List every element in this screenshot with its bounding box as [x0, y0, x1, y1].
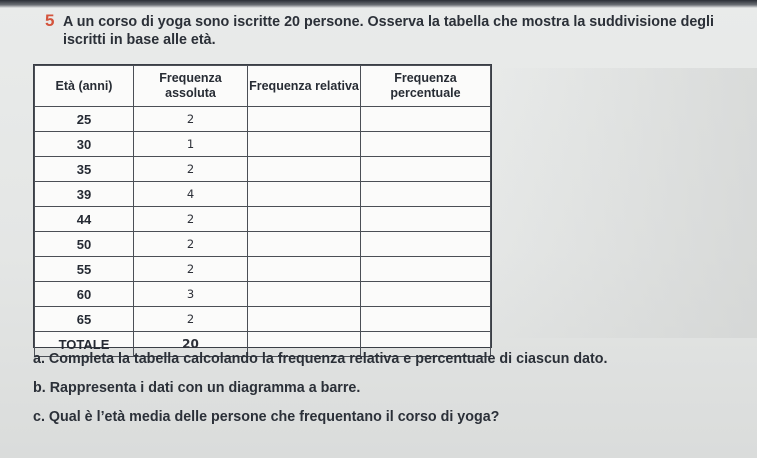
age-cell: 55: [35, 257, 134, 282]
age-cell: 65: [35, 307, 134, 332]
table-row: [35, 107, 491, 132]
relative-frequency-cell[interactable]: [248, 182, 361, 207]
relative-frequency-cell[interactable]: [248, 107, 361, 132]
absolute-frequency-cell: 2: [134, 307, 248, 332]
table-row: [35, 132, 491, 157]
age-cell: 30: [35, 132, 134, 157]
absolute-frequency-cell: 2: [134, 157, 248, 182]
task-c-text: Qual è l’età media delle persone che frequentano il corso di yoga?: [48, 409, 500, 425]
relative-frequency-cell[interactable]: [248, 132, 361, 157]
table-row: [35, 282, 491, 307]
absolute-frequency-cell: 2: [134, 207, 248, 232]
header-absolute-frequency: Frequenza assoluta: [134, 66, 248, 107]
task-b-text: Rappresenta i dati con un diagramma a barre.: [49, 380, 361, 396]
percent-frequency-cell[interactable]: [361, 282, 491, 307]
table-row: [35, 157, 491, 182]
age-cell: 39: [35, 182, 134, 207]
relative-frequency-cell[interactable]: [248, 157, 361, 182]
age-cell: 60: [35, 282, 134, 307]
frequency-table: [33, 64, 492, 352]
header-percent-frequency: Frequenza percentuale: [361, 66, 491, 107]
age-cell: 25: [35, 107, 134, 132]
task-b: [33, 380, 360, 396]
percent-frequency-cell[interactable]: [361, 257, 491, 282]
percent-frequency-cell[interactable]: [361, 107, 491, 132]
table-row: [35, 207, 491, 232]
total-absolute-frequency: 20: [134, 332, 248, 357]
task-c: [33, 409, 499, 425]
table-row: [35, 232, 491, 257]
relative-frequency-cell[interactable]: [248, 232, 361, 257]
absolute-frequency-cell: 3: [134, 282, 248, 307]
absolute-frequency-cell: 1: [134, 132, 248, 157]
faded-background-text-area: [500, 68, 757, 338]
age-cell: 44: [35, 207, 134, 232]
percent-frequency-cell[interactable]: [361, 307, 491, 332]
task-a-letter: a.: [33, 351, 45, 367]
exercise-prompt: A un corso di yoga sono iscritte 20 persone. Osserva la tabella che mostra la suddivisione degli iscritti in base alle età.: [63, 14, 714, 48]
percent-frequency-cell[interactable]: [361, 207, 491, 232]
task-c-letter: c.: [33, 409, 45, 425]
relative-frequency-cell[interactable]: [248, 282, 361, 307]
percent-frequency-cell[interactable]: [361, 182, 491, 207]
age-cell: 50: [35, 232, 134, 257]
percent-frequency-cell[interactable]: [361, 132, 491, 157]
table-row: [35, 182, 491, 207]
table-row: [35, 307, 491, 332]
table-header-row: [35, 66, 491, 107]
absolute-frequency-cell: 4: [134, 182, 248, 207]
page-top-edge: [0, 0, 757, 8]
percent-frequency-cell[interactable]: [361, 232, 491, 257]
relative-frequency-cell[interactable]: [248, 307, 361, 332]
header-relative-frequency: Frequenza relativa: [248, 66, 361, 107]
header-age: Età (anni): [35, 66, 134, 107]
total-label: TOTALE: [35, 332, 134, 357]
age-cell: 35: [35, 157, 134, 182]
frequency-table-grid: [34, 65, 491, 357]
absolute-frequency-cell: 2: [134, 257, 248, 282]
exercise-number: 5: [45, 11, 55, 30]
absolute-frequency-cell: 2: [134, 232, 248, 257]
percent-frequency-cell[interactable]: [361, 157, 491, 182]
relative-frequency-cell[interactable]: [248, 207, 361, 232]
relative-frequency-cell[interactable]: [248, 257, 361, 282]
task-a: [33, 351, 607, 367]
task-a-text: Completa la tabella calcolando la frequenza relativa e percentuale di ciascun dato.: [48, 351, 608, 367]
task-b-letter: b.: [33, 380, 46, 396]
absolute-frequency-cell: 2: [134, 107, 248, 132]
table-row: [35, 257, 491, 282]
